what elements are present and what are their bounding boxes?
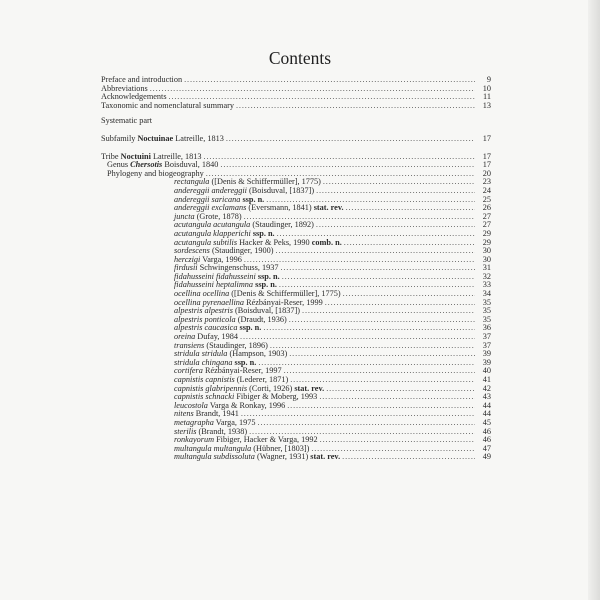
- leader-dots: [316, 187, 475, 196]
- page-number: 43: [482, 392, 491, 402]
- nomenclatural-note: ssp. n.: [242, 194, 265, 204]
- entry-label: alpestris alpestris (Boisduval, [1837]): [174, 306, 301, 316]
- page-number: 17: [482, 133, 491, 143]
- leader-dots: [184, 76, 475, 85]
- entry-label: rectangula ([Denis & Schiffermüller], 1775): [174, 177, 321, 187]
- toc-entry-species: [101, 410, 491, 419]
- page-number: 35: [482, 297, 491, 307]
- entry-label: acutangula subtilis Hacker & Peks, 1990 comb. n.: [174, 237, 342, 247]
- page-number: 46: [482, 435, 491, 445]
- nomenclatural-note: stat. rev.: [310, 452, 341, 462]
- species-name: alpestris alpestris: [174, 306, 233, 316]
- leader-dots: [316, 221, 475, 230]
- entry-label: andereggii andereggii (Boisduval, [1837]): [174, 185, 315, 195]
- page-number: 17: [482, 151, 491, 161]
- taxon-name: Chersotis: [130, 160, 163, 170]
- leader-dots: [326, 385, 475, 394]
- page-number: 31: [482, 263, 491, 273]
- page-number: 17: [482, 160, 491, 170]
- page-number: 35: [482, 314, 491, 324]
- species-name: stridula chingana: [174, 357, 233, 367]
- spacer: [101, 110, 491, 117]
- species-name: herczigi: [174, 254, 201, 264]
- leader-dots: [282, 273, 475, 282]
- entry-label: multangula subdissoluta (Wagner, 1931) stat. rev.: [174, 452, 341, 462]
- page-number: 49: [482, 452, 491, 462]
- taxon-name: Noctuini: [120, 151, 151, 161]
- species-name: andereggii andereggii: [174, 185, 247, 195]
- species-name: oreina: [174, 332, 196, 342]
- toc-entry-species: [101, 239, 491, 248]
- species-name: ronkayorum: [174, 435, 215, 445]
- toc-entry-species: [101, 256, 491, 265]
- species-name: juncta: [174, 211, 195, 221]
- nomenclatural-note: stat. rev.: [294, 383, 325, 393]
- page-number: 30: [482, 254, 491, 264]
- page-number: 37: [482, 340, 491, 350]
- leader-dots: [240, 333, 475, 342]
- entry-label: capnistis glabripennis (Corti, 1926) stat. rev.: [174, 383, 325, 393]
- page-number: 27: [482, 220, 491, 230]
- nomenclatural-note: ssp. n.: [252, 228, 275, 238]
- page-number: 40: [482, 366, 491, 376]
- entry-label: juncta (Grote, 1878): [174, 211, 242, 221]
- page-number: 35: [482, 306, 491, 316]
- toc-entry-species: [101, 316, 491, 325]
- entry-label: metagrapha Varga, 1975: [174, 417, 256, 427]
- entry-label: multangula multangula (Hübner, [1803]): [174, 443, 310, 453]
- entry-label: alpestris ponticola (Draudt, 1936): [174, 314, 287, 324]
- species-name: capnistis capnistis: [174, 375, 235, 384]
- leader-dots: [289, 316, 475, 325]
- page-title: Contents: [268, 48, 332, 68]
- leader-dots: [287, 402, 475, 411]
- toc-entry-species: [101, 187, 491, 196]
- entry-label: sterilis (Brandt, 1938): [174, 426, 248, 436]
- page-number: 29: [482, 237, 491, 247]
- entry-label: Acknowledgements: [101, 92, 167, 102]
- species-name: capnistis schnacki: [174, 392, 235, 402]
- nomenclatural-note: ssp. n.: [257, 271, 280, 281]
- leader-dots: [284, 367, 475, 376]
- species-name: alpestris caucasica: [174, 323, 238, 333]
- entry-label: capnistis schnacki Fibiger & Moberg, 1993: [174, 392, 318, 402]
- page-number: 26: [482, 203, 491, 213]
- leader-dots: [270, 342, 475, 351]
- page-number: 42: [482, 383, 491, 393]
- leader-dots: [263, 324, 475, 333]
- leader-dots: [289, 350, 475, 359]
- page-number: 32: [482, 271, 491, 281]
- entry-label: stridula stridula (Hampson, 1903): [174, 349, 288, 359]
- page-number: 10: [482, 83, 491, 93]
- entry-label: ocellina ocellina ([Denis & Schiffermüller], 1775): [174, 289, 341, 299]
- entry-label: leucostola Varga & Ronkay, 1996: [174, 400, 286, 410]
- toc-entry-species: [101, 333, 491, 342]
- species-name: capnistis glabripennis: [174, 383, 248, 393]
- leader-dots: [320, 436, 475, 445]
- section-heading: [101, 117, 491, 126]
- page-number: 29: [482, 228, 491, 238]
- species-name: nitens: [174, 409, 194, 419]
- species-name: multangula subdissoluta: [174, 452, 255, 462]
- leader-dots: [220, 161, 475, 170]
- page-number: 9: [486, 75, 491, 84]
- page-number: 13: [482, 100, 491, 110]
- leader-dots: [346, 204, 475, 213]
- species-name: multangula multangula: [174, 443, 252, 453]
- leader-dots: [258, 419, 475, 428]
- species-name: alpestris ponticola: [174, 314, 236, 324]
- leader-dots: [150, 85, 475, 94]
- page-edge-shadow: [588, 0, 600, 600]
- nomenclatural-note: ssp. n.: [255, 280, 277, 290]
- toc-entry-species: [101, 204, 491, 213]
- toc-entry-species: [101, 419, 491, 428]
- page-number: 44: [482, 400, 491, 410]
- toc-entry-species: [101, 247, 491, 256]
- page-number: 24: [482, 185, 491, 195]
- entry-label: acutangula acutangula (Staudinger, 1892): [174, 220, 314, 230]
- species-name: acutangula acutangula: [174, 220, 251, 230]
- page-number: 33: [482, 280, 491, 290]
- page-number: 30: [482, 246, 491, 256]
- entry-label: herczigi Varga, 1996: [174, 254, 242, 264]
- leader-dots: [241, 410, 475, 419]
- species-name: acutangula klapperichi: [174, 228, 251, 238]
- taxon-name: Noctuinae: [137, 133, 174, 143]
- entry-label: ronkayorum Fibiger, Hacker & Varga, 1992: [174, 435, 318, 445]
- species-name: ocellina pyrenaellina: [174, 297, 245, 307]
- entry-label: Abbreviations: [101, 83, 148, 93]
- toc-entry: [101, 76, 491, 85]
- toc-entry-species: [101, 324, 491, 333]
- leader-dots: [258, 359, 475, 368]
- toc-entry-species: [101, 359, 491, 368]
- entry-label: Systematic part: [101, 116, 153, 126]
- species-name: ocellina ocellina: [174, 289, 230, 299]
- entry-label: capnistis capnistis (Lederer, 1871): [174, 375, 289, 384]
- toc-entry-species: [101, 264, 491, 273]
- species-name: firdusii: [174, 263, 198, 273]
- entry-label: oreina Dufay, 1984: [174, 332, 239, 342]
- leader-dots: [343, 290, 475, 299]
- page-number: 23: [482, 177, 491, 187]
- page-number: 44: [482, 409, 491, 419]
- toc-entry-species: [101, 350, 491, 359]
- species-name: transiens: [174, 340, 205, 350]
- leader-dots: [344, 239, 475, 248]
- species-name: metagrapha: [174, 417, 214, 427]
- species-name: fidahusseini fidahusseini: [174, 271, 256, 281]
- nomenclatural-note: comb. n.: [311, 237, 342, 247]
- toc-entry-species: [101, 402, 491, 411]
- entry-label: transiens (Staudinger, 1896): [174, 340, 268, 350]
- leader-dots: [325, 299, 475, 308]
- species-name: andereggii saricana: [174, 194, 241, 204]
- nomenclatural-note: stat. rev.: [313, 203, 344, 213]
- entry-label: ocellina pyrenaellina Rézbányai-Reser, 1999: [174, 297, 323, 307]
- entry-label: Preface and introduction: [101, 75, 183, 84]
- species-name: andereggii exclamans: [174, 203, 247, 213]
- toc-entry-species: [101, 367, 491, 376]
- page-number: 34: [482, 289, 491, 299]
- toc-entry-species: [101, 342, 491, 351]
- entry-label: firdusii Schwingenschuss, 1937: [174, 263, 279, 273]
- entry-label: cortifera Rézbányai-Reser, 1997: [174, 366, 282, 376]
- entry-label: andereggii exclamans (Eversmann, 1841) stat. rev.: [174, 203, 344, 213]
- leader-dots: [319, 393, 475, 402]
- nomenclatural-note: ssp. n.: [239, 323, 262, 333]
- leader-dots: [226, 135, 475, 144]
- species-name: leucostola: [174, 400, 208, 410]
- page-number: 25: [482, 194, 491, 204]
- page-number: 39: [482, 349, 491, 359]
- toc-entry-species: [101, 393, 491, 402]
- species-name: stridula stridula: [174, 349, 228, 359]
- species-name: acutangula subtilis: [174, 237, 238, 247]
- leader-dots: [244, 256, 475, 265]
- page-number: 36: [482, 323, 491, 333]
- toc-entry: [101, 102, 491, 111]
- toc-entry-species: [101, 307, 491, 316]
- species-name: sordescens: [174, 246, 210, 256]
- page-number: 47: [482, 443, 491, 453]
- page-number: 45: [482, 417, 491, 427]
- leader-dots: [280, 264, 475, 273]
- page-number: 27: [482, 211, 491, 221]
- species-name: cortifera: [174, 366, 203, 376]
- page-number: 39: [482, 357, 491, 367]
- entry-label: Genus Chersotis Boisduval, 1840: [107, 160, 219, 170]
- entry-label: nitens Brandt, 1941: [174, 409, 239, 419]
- page-number: 11: [483, 92, 491, 102]
- nomenclatural-note: ssp. n.: [234, 357, 257, 367]
- table-of-contents: [101, 76, 491, 462]
- page-number: 37: [482, 332, 491, 342]
- leader-dots: [236, 102, 475, 111]
- leader-dots: [276, 247, 475, 256]
- leader-dots: [302, 307, 475, 316]
- leader-dots: [342, 453, 475, 462]
- page-number: 20: [482, 168, 491, 178]
- toc-entry-species: [101, 273, 491, 282]
- species-name: sterilis: [174, 426, 197, 436]
- entry-label: Phylogeny and biogeography: [107, 168, 204, 178]
- entry-label: Taxonomic and nomenclatural summary: [101, 100, 234, 110]
- page-number: 41: [482, 375, 491, 384]
- leader-dots: [204, 153, 475, 162]
- toc-entry-species: [101, 453, 491, 462]
- entry-label: Subfamily Noctuinae Latreille, 1813: [101, 133, 224, 143]
- leader-dots: [323, 178, 475, 187]
- entry-label: sordescens (Staudinger, 1900): [174, 246, 274, 256]
- page-number: 46: [482, 426, 491, 436]
- toc-entry-species: [101, 221, 491, 230]
- species-name: fidahusseini heptalimna: [174, 280, 254, 290]
- toc-entry-subfamily: [101, 135, 491, 144]
- species-name: rectangula: [174, 177, 210, 187]
- entry-label: Tribe Noctuini Latreille, 1813: [101, 151, 202, 161]
